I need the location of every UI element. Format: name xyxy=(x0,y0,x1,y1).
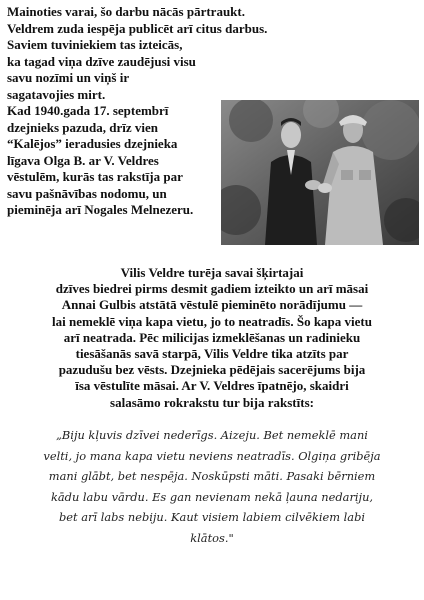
text-line: Annai Gulbis atstātā vēstulē pieminēto norādījumu — xyxy=(61,297,363,313)
body-paragraph xyxy=(0,265,424,411)
text-line: līgava Olga B. ar V. Veldres xyxy=(7,152,159,168)
text-line: pazudušu bez vēsts. Dzejnieka pēdējais sacerējums bija xyxy=(58,362,366,378)
text-line: tiesāšanās savā starpā, Vilis Veldre tika atzīts par xyxy=(75,346,349,362)
text-line: pieminēja arī Nogales Melnezeru. xyxy=(7,202,194,217)
text-line: salasāmo rokrakstu tur bija rakstīts: xyxy=(110,394,314,410)
quote-line: mani glābt, bet nespēja. Noskūpsti māti. Pasaki bērniem xyxy=(48,469,376,483)
text-line: Mainoties varai, šo darbu nācās pārtraukt. xyxy=(7,4,245,19)
text-line: Kad 1940.gada 17. septembrī xyxy=(7,103,169,118)
text-line: sagatavojies mirt. xyxy=(7,86,106,102)
text-line: īsa vēstulīte māsai. Ar V. Veldres īpatnējo, skaidri xyxy=(75,378,349,394)
text-line: Vilis Veldre turēja savai šķirtajai xyxy=(120,265,304,280)
quote-line: bet arī labs nebiju. Kaut visiem labiem cilvēkiem labi xyxy=(58,510,366,524)
text-line: “Kalējos” ieradusies dzejnieka xyxy=(7,136,178,151)
text-line: dzīves biedrei pirms desmit gadiem izteikto un arī māsai xyxy=(55,281,369,297)
text-line: Saviem tuviniekiem tas izteicās, xyxy=(7,37,183,52)
quote-line: velti, jo mana kapa vietu neviens neatradīs. Olgiņa gribēja xyxy=(43,448,381,463)
text-line: arī neatrada. Pēc milicijas izmeklēšanas un radinieku xyxy=(63,329,361,345)
intro-paragraph xyxy=(7,4,268,219)
handwritten-letter-quote xyxy=(0,425,424,548)
quote-line: „Biju kļuvis dzīvei nederīgs. Aizeju. Bet nemeklē mani xyxy=(56,428,368,442)
text-line: ka tagad viņa dzīve zaudējusi visu xyxy=(7,53,196,69)
text-line: savu pašnāvības nodomu, un xyxy=(7,185,167,201)
quote-line: klātos." xyxy=(190,530,234,545)
text-line: lai nemeklē viņa kapa vietu, jo to neatradīs. Šo kapa vietu xyxy=(52,313,372,329)
text-line: dzejnieks pazuda, drīz vien xyxy=(7,119,158,135)
text-line: Veldrem zuda iespēja publicēt arī citus darbus. xyxy=(7,20,268,36)
quote-line: kādu labu vārdu. Es gan nevienam nekā ļauna nedariju, xyxy=(50,489,374,504)
text-line: savu nozīmi un viņš ir xyxy=(7,70,130,85)
text-line: vēstulēm, kurās tas rakstīja par xyxy=(7,169,183,184)
photo-two-men-outdoors xyxy=(221,100,419,245)
historical-photo xyxy=(221,100,419,245)
